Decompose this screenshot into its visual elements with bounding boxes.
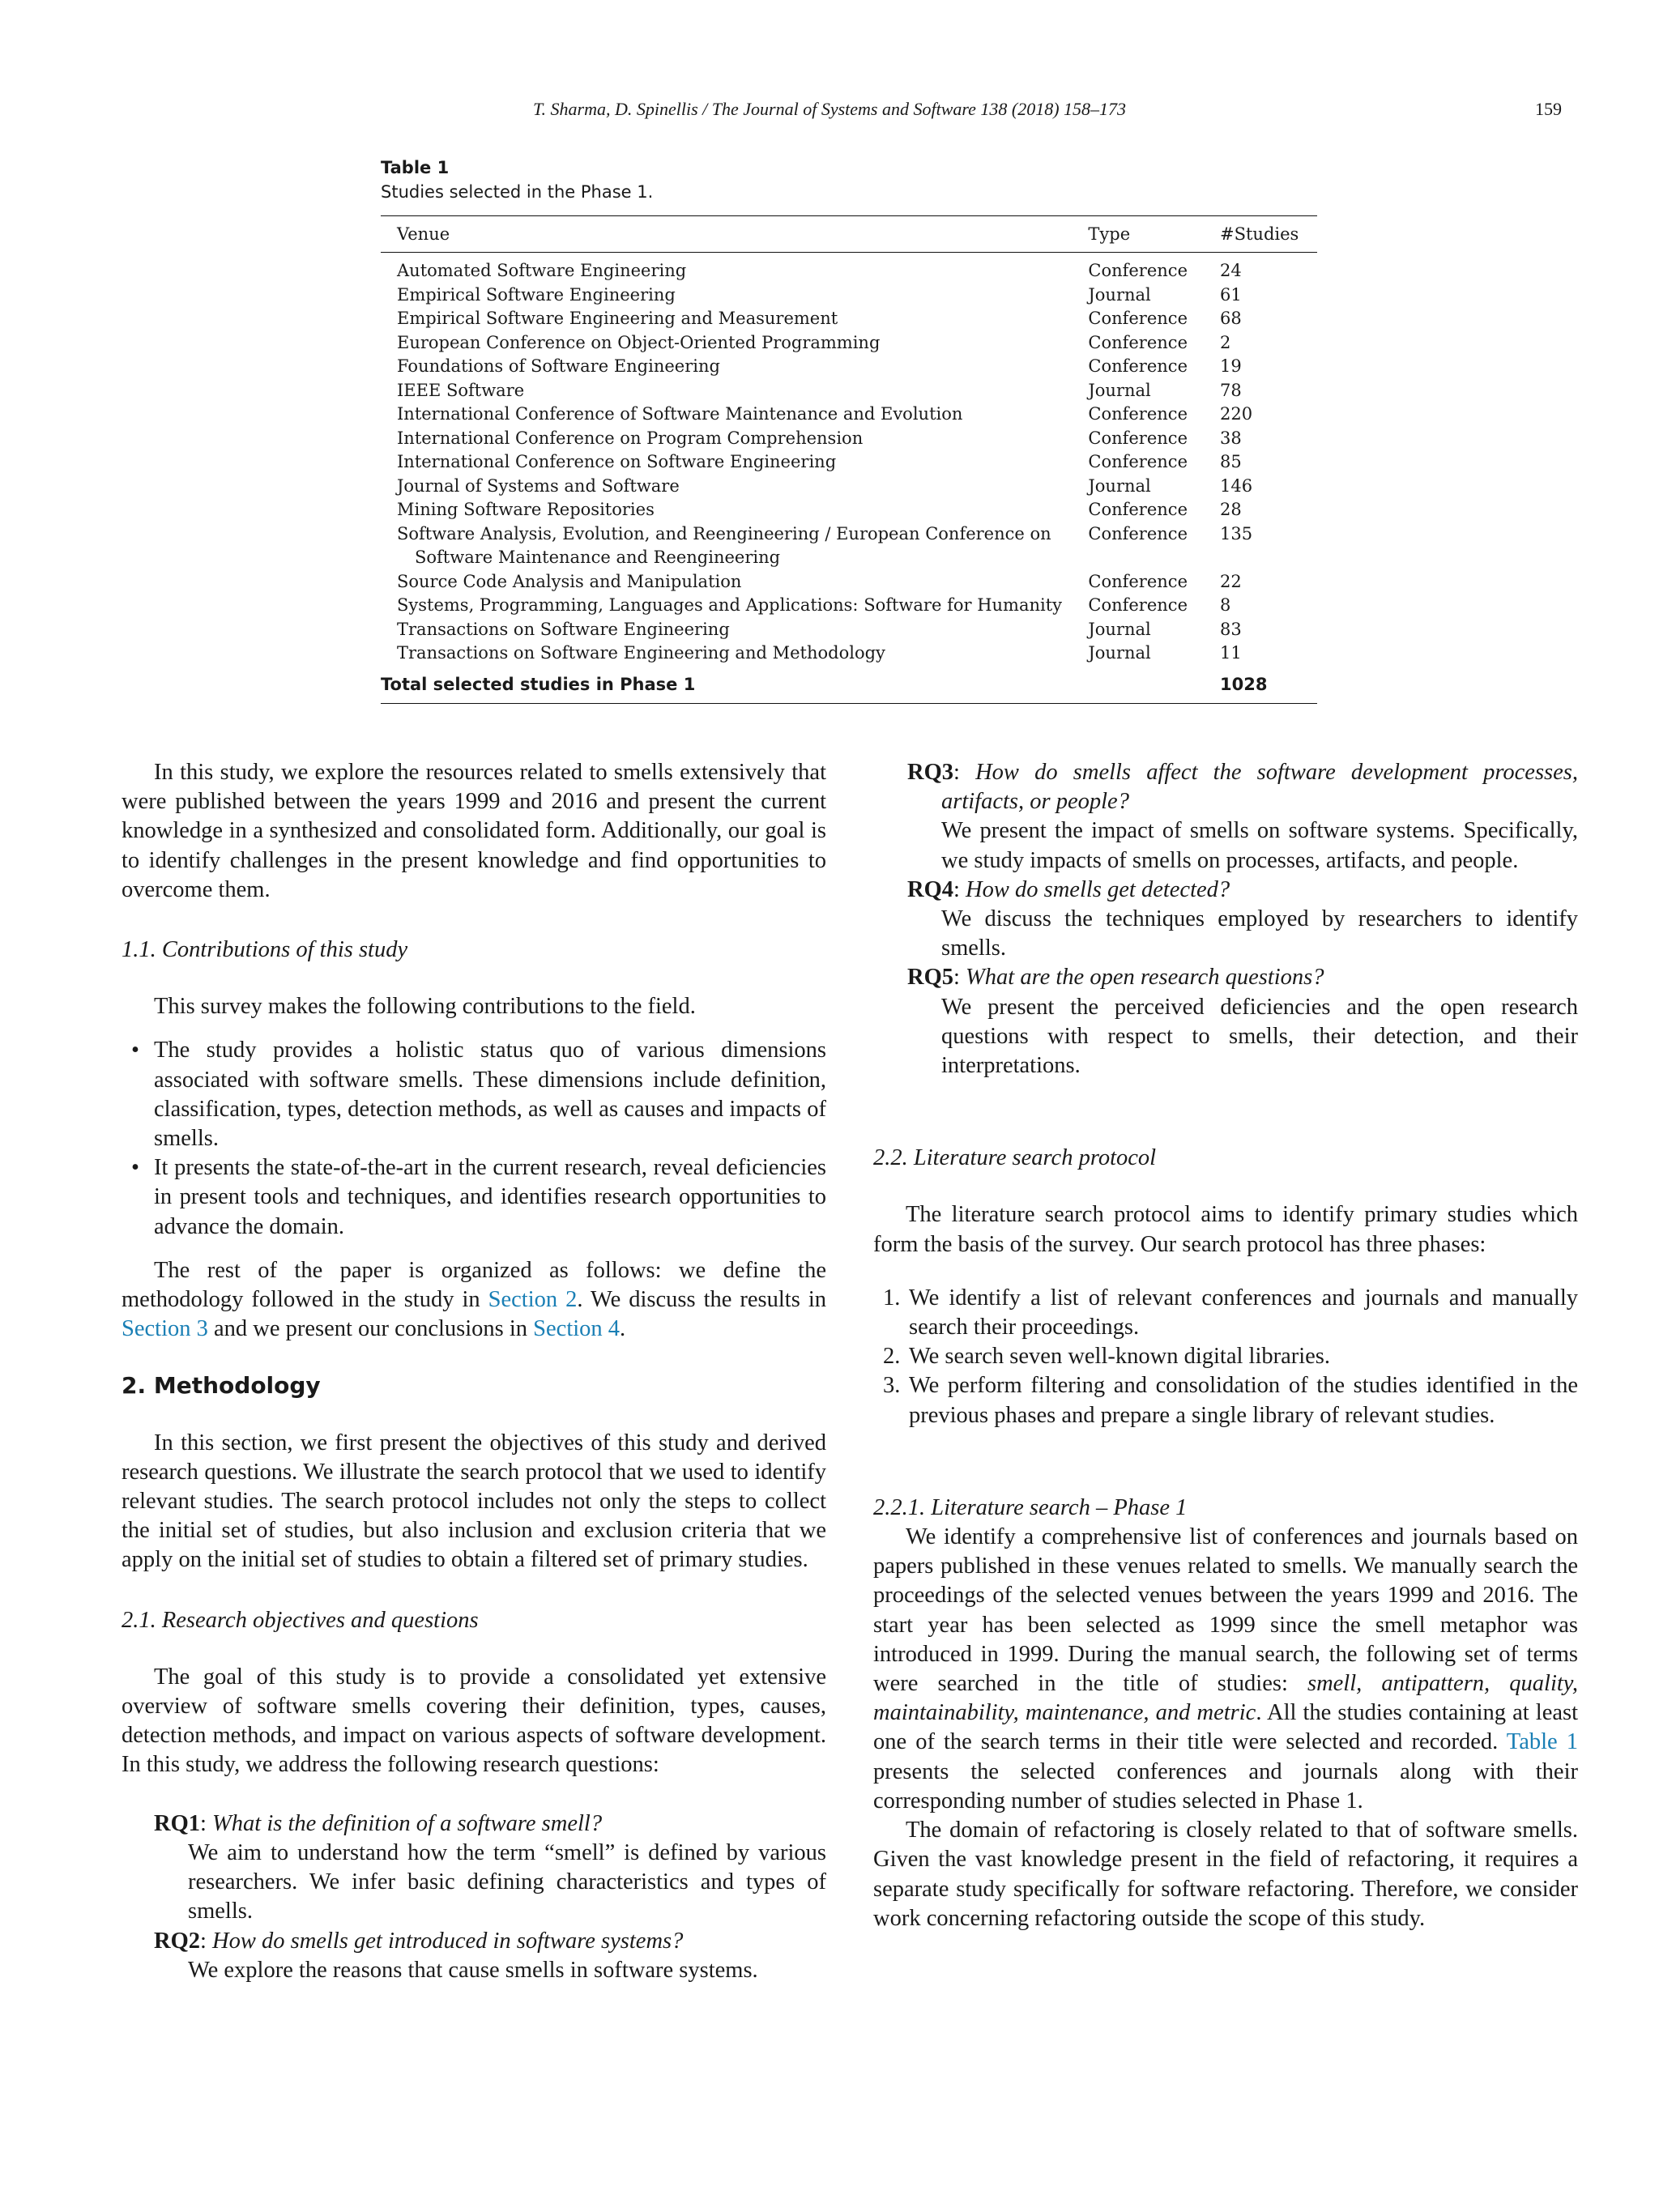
section-2-link[interactable]: Section 2 xyxy=(488,1287,578,1313)
count-cell: 11 xyxy=(1220,643,1242,663)
table-row xyxy=(381,570,1317,595)
research-question-4: RQ4: How do smells get detected? We discuss the techniques employed by researchers to identify smells. xyxy=(907,876,1578,961)
table-1-link[interactable]: Table 1 xyxy=(1506,1729,1578,1755)
count-cell: 24 xyxy=(1220,261,1242,280)
type-cell: Journal xyxy=(1088,619,1151,639)
count-cell: 22 xyxy=(1220,571,1242,591)
type-cell: Conference xyxy=(1088,332,1188,352)
count-cell: 85 xyxy=(1220,452,1242,471)
venue-cell: Automated Software Engineering xyxy=(397,261,687,280)
count-cell: 146 xyxy=(1220,475,1253,496)
table-label: Table 1 xyxy=(381,158,450,177)
type-cell: Conference xyxy=(1088,428,1188,448)
venue-cell: International Conference on Software Engineering xyxy=(397,452,837,471)
research-question-5: RQ5: What are the open research questions? We present the perceived deficiencies and the open research questions with respect to smells, their detection, and their interpretations. xyxy=(907,965,1578,1079)
table-row xyxy=(381,641,1317,666)
type-cell: Conference xyxy=(1088,595,1188,615)
col-header-type: Type xyxy=(1088,216,1204,253)
table-row xyxy=(381,403,1317,427)
type-cell: Journal xyxy=(1088,475,1151,496)
type-cell: Journal xyxy=(1088,284,1151,305)
table-row xyxy=(381,355,1317,379)
col-header-venue: Venue xyxy=(381,216,1088,253)
count-cell: 61 xyxy=(1220,284,1242,305)
table-row xyxy=(381,253,1317,283)
studies-table xyxy=(381,215,1317,704)
venue-cell: Empirical Software Engineering xyxy=(397,284,676,305)
running-head: T. Sharma, D. Spinellis / The Journal of Systems and Software 138 (2018) 158–173 xyxy=(532,99,1127,119)
count-cell: 2 xyxy=(1220,332,1231,352)
table-row xyxy=(381,427,1317,451)
venue-cell: European Conference on Object-Oriented Programming xyxy=(397,332,881,352)
table-row xyxy=(381,307,1317,331)
venue-cell: International Conference of Software Maintenance and Evolution xyxy=(397,404,963,424)
type-cell: Journal xyxy=(1088,643,1151,663)
table-row xyxy=(381,450,1317,475)
type-cell: Conference xyxy=(1088,523,1188,543)
venue-cell: Source Code Analysis and Manipulation xyxy=(397,571,742,591)
organization-paragraph: The rest of the paper is organized as follows: we define the methodology followed in the study in Section 2. We discuss the results in Section 3 and we present our conclusions in Section 4. xyxy=(122,1257,826,1342)
type-cell: Journal xyxy=(1088,380,1151,400)
venue-cell: Transactions on Software Engineering and Methodology xyxy=(397,643,885,663)
refactoring-paragraph: The domain of refactoring is closely related to that of software smells. Given the vast knowledge present in the field of refactoring, it requires a separate study specifically for software refactoring. Therefore, we consider work concerning refactoring outside the scope of this study. xyxy=(873,1818,1578,1931)
type-cell: Conference xyxy=(1088,404,1188,424)
section-1-1-title: 1.1. Contributions of this study xyxy=(122,937,408,963)
type-cell: Conference xyxy=(1088,261,1188,280)
venue-cell: Mining Software Repositories xyxy=(397,500,655,519)
section-2-title: 2. Methodology xyxy=(122,1372,321,1400)
count-cell: 78 xyxy=(1220,380,1242,400)
venue-cell: Transactions on Software Engineering xyxy=(397,619,730,639)
count-cell: 135 xyxy=(1220,523,1253,543)
table-row xyxy=(381,379,1317,403)
research-question-2: RQ2: How do smells get introduced in software systems? We explore the reasons that cause smells in software systems. xyxy=(154,1928,758,1983)
total-value: 1028 xyxy=(1204,666,1317,704)
search-protocol-paragraph: The literature search protocol aims to identify primary studies which form the basis of the survey. Our search protocol has three phases: xyxy=(873,1202,1578,1257)
count-cell: 38 xyxy=(1220,428,1242,448)
methodology-paragraph: In this section, we first present the objectives of this study and derived research questions. We illustrate the search protocol that we used to identify relevant studies. The search protocol includes not only the steps to collect the initial set of studies, but also inclusion and exclusion criteria that we apply on the initial set of studies to obtain a filtered set of primary studies. xyxy=(122,1430,826,1573)
table-row xyxy=(381,522,1317,570)
objectives-paragraph: The goal of this study is to provide a consolidated yet extensive overview of software smells covering their definition, types, causes, detection methods, and impact on various aspects of software development. In this study, we address the following research questions: xyxy=(122,1664,826,1778)
section-2-1-title: 2.1. Research objectives and questions xyxy=(122,1607,479,1633)
table-row xyxy=(381,618,1317,642)
section-2-2-title: 2.2. Literature search protocol xyxy=(873,1145,1157,1171)
contributions-lead: This survey makes the following contributions to the field. xyxy=(154,994,696,1020)
venue-cell: Foundations of Software Engineering xyxy=(397,356,720,376)
research-question-1: RQ1: What is the definition of a software smell? We aim to understand how the term “smell” is defined by various researchers. We infer basic defining characteristics and types of smells. xyxy=(154,1810,826,1924)
type-cell: Conference xyxy=(1088,309,1188,328)
section-3-link[interactable]: Section 3 xyxy=(122,1316,208,1342)
list-item: 3. We perform filtering and consolidation of the studies identified in the previous phases and prepare a single library of relevant studies. xyxy=(883,1373,1578,1428)
count-cell: 8 xyxy=(1220,595,1231,615)
list-item: 1. We identify a list of relevant conferences and journals and manually search their proceedings. xyxy=(883,1285,1578,1340)
list-item: 2. We search seven well-known digital libraries. xyxy=(883,1344,1331,1370)
contributions-list xyxy=(122,1036,826,1241)
table-row xyxy=(381,594,1317,618)
section-4-link[interactable]: Section 4 xyxy=(533,1316,621,1342)
venue-cell: IEEE Software xyxy=(397,380,525,400)
count-cell: 28 xyxy=(1220,500,1242,519)
table-caption: Studies selected in the Phase 1. xyxy=(381,182,654,202)
right-column xyxy=(873,758,1578,1933)
venue-cell: Systems, Programming, Languages and Applications: Software for Humanity xyxy=(397,595,1063,615)
table-row xyxy=(381,475,1317,499)
count-cell: 83 xyxy=(1220,619,1242,639)
type-cell: Conference xyxy=(1088,500,1188,519)
venue-cell: Journal of Systems and Software xyxy=(397,475,680,496)
section-2-2-1-title: 2.2.1. Literature search – Phase 1 xyxy=(873,1494,1188,1520)
count-cell: 220 xyxy=(1220,404,1253,424)
research-question-3: RQ3: How do smells affect the software development processes, artifacts, or people? We present the impact of smells on software systems. Specifically, we study impacts of smells on processes, artifacts, and people. xyxy=(907,760,1578,873)
page-number: 159 xyxy=(1535,99,1562,119)
type-cell: Conference xyxy=(1088,452,1188,471)
left-column xyxy=(122,758,826,1985)
count-cell: 68 xyxy=(1220,309,1242,328)
count-cell: 19 xyxy=(1220,356,1242,376)
type-cell: Conference xyxy=(1088,571,1188,591)
list-item: • It presents the state-of-the-art in the current research, reveal deficiencies in present tools and techniques, and identifies research opportunities to advance the domain. xyxy=(122,1153,826,1242)
table-row xyxy=(381,498,1317,522)
venue-cell: International Conference on Program Comprehension xyxy=(397,428,864,448)
col-header-studies: #Studies xyxy=(1204,216,1317,253)
type-cell: Conference xyxy=(1088,356,1188,376)
list-item: • The study provides a holistic status quo of various dimensions associated with software smells. These dimensions include definition, classification, types, detection methods, as well as causes and impacts of smells. xyxy=(122,1036,826,1153)
table-row xyxy=(381,283,1317,308)
phase-1-paragraph: We identify a comprehensive list of conferences and journals based on papers published in these venues related to smells. We manually search the proceedings of the selected venues between the years 1999 and 2016. The start year has been selected as 1999 since the smell metaphor was introduced in 1999. During the manual search, the following set of terms were searched in the title of studies: smell, antipattern, quality, maintainability, maintenance, and metric. All the studies containing at least one of the search terms in their title were selected and recorded. Table 1 presents the selected conferences and journals along with their corresponding number of studies selected in Phase 1. xyxy=(873,1524,1578,1813)
venue-cell: Empirical Software Engineering and Measurement xyxy=(397,309,838,328)
venue-cell: Software Analysis, Evolution, and Reengineering / European Conference on Software Maintenance and Reengineering xyxy=(397,523,1051,567)
table-1 xyxy=(381,156,1317,704)
phases-list xyxy=(873,1284,1578,1430)
total-label: Total selected studies in Phase 1 xyxy=(381,666,1088,704)
table-row xyxy=(381,331,1317,356)
intro-paragraph: In this study, we explore the resources related to smells extensively that were published between the years 1999 and 2016 and present the current knowledge in a synthesized and consolidated form. Additionally, our goal is to identify challenges in the present knowledge and find opportunities to overcome them. xyxy=(122,760,826,902)
